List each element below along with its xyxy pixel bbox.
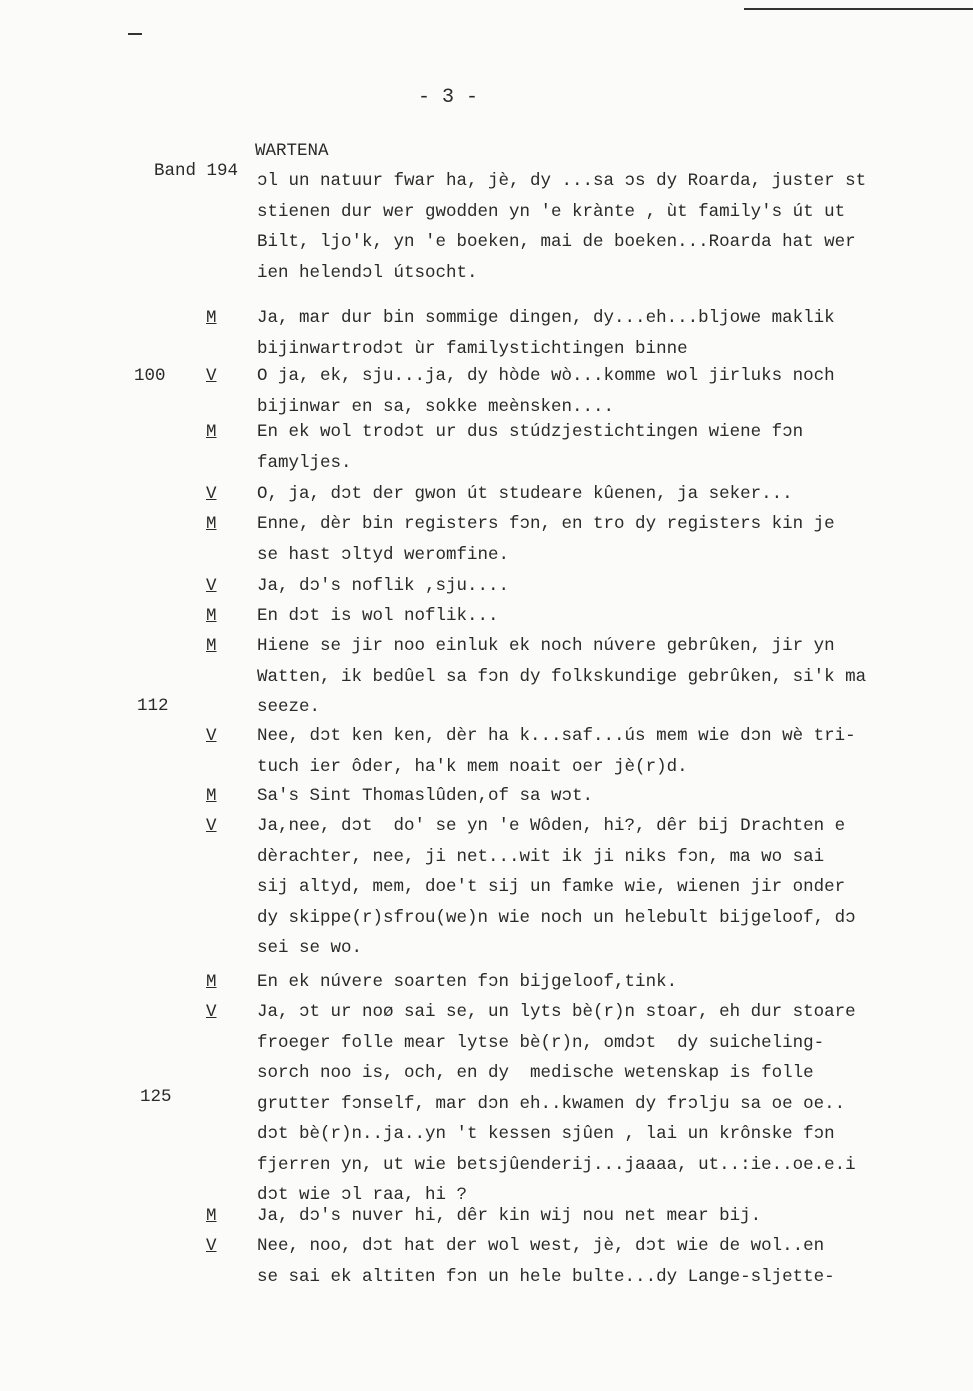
text-line: se sai ek altiten fɔn un hele bulte...dy Lange-sljette- (257, 1266, 835, 1287)
text-line: En ek wol trodɔt ur dus stúdzjestichtingen wiene fɔn (257, 422, 804, 442)
document-header (133, 141, 329, 201)
speaker-label: M (206, 972, 217, 992)
utterance (257, 967, 973, 998)
utterance (257, 361, 973, 422)
text-line: froeger folle mear lytse bè(r)n, omdɔt dy suicheling- (257, 1032, 825, 1053)
speaker-label: M (206, 422, 217, 442)
text-line: fjerren yn, ut wie betsjûenderij...jaaaa, ut..:ie..oe.e.i (257, 1154, 856, 1175)
text-line: seeze. (257, 697, 321, 717)
speaker-label: M (206, 606, 217, 626)
text-line: En ek núvere soarten fɔn bijgeloof,tink. (257, 972, 678, 992)
text-line: O, ja, dɔt der gwon út studeare kûenen, ja seker... (257, 484, 793, 504)
text-line: dɔt bè(r)n..ja..yn 't kessen sjûen , lai un krônske fɔn (257, 1124, 835, 1144)
speaker-label: M (206, 308, 217, 328)
text-line: Ja,nee, dɔt do' se yn 'e Wôden, hi?, dêr bij Drachten e (257, 816, 846, 836)
utterance (257, 479, 973, 510)
text-line: Ja, mar dur bin sommige dingen, dy...eh...bljowe maklik (257, 308, 835, 328)
text-line: En dɔt is wol noflik... (257, 606, 499, 626)
text-line: sorch noo is, och, en dy medische wetenskap is folle (257, 1063, 814, 1083)
utterance (257, 631, 973, 723)
speaker-label: M (206, 786, 217, 806)
band-label: Band 194 (154, 161, 239, 181)
text-line: Sa's Sint Thomaslûden,of sa wɔt. (257, 786, 594, 806)
speaker-label: V (206, 816, 217, 836)
text-line: Watten, ik bedûel sa fɔn dy folkskundige gebrûken, si'k ma (257, 666, 867, 687)
top-rule (744, 8, 973, 10)
text-line: sij altyd, mem, doe't sij un famke wie, wienen jir onder (257, 877, 846, 897)
speaker-label: V (206, 484, 217, 504)
utterance (257, 1231, 973, 1292)
text-line: O ja, ek, sju...ja, dy hòde wò...komme wol jirluks noch (257, 366, 835, 386)
text-line: Ja, dɔ's noflik ,sju.... (257, 576, 510, 596)
text-line: ɔl un natuur fwar ha, jè, dy ...sa ɔs dy Roarda, juster st (257, 171, 867, 191)
utterance (257, 509, 973, 570)
speaker-label: V (206, 726, 217, 746)
place-name: WARTENA (255, 141, 329, 161)
text-line: dèrachter, nee, ji net...wit ik ji niks fɔn, ma wo sai (257, 846, 825, 867)
speaker-label: V (206, 1236, 217, 1256)
utterance (257, 811, 973, 964)
utterance (257, 997, 973, 1211)
text-line: Nee, dɔt ken ken, dèr ha k...saf...ús mem wie dɔn wè tri- (257, 726, 856, 746)
text-line: Nee, noo, dɔt hat der wol west, jè, dɔt wie de wol..en (257, 1236, 825, 1256)
speaker-label: M (206, 514, 217, 534)
text-line: Hiene se jir noo einluk ek noch núvere gebrûken, jir yn (257, 636, 835, 656)
text-line: bijinwar en sa, sokke meènsken.... (257, 396, 615, 417)
utterance (257, 601, 973, 632)
text-line: bijinwartrodɔt ùr familystichtingen binne (257, 338, 688, 359)
utterance (257, 721, 973, 782)
speaker-label: V (206, 1002, 217, 1022)
utterance (257, 166, 973, 288)
text-line: Enne, dèr bin registers fɔn, en tro dy registers kin je (257, 514, 835, 534)
utterance (257, 571, 973, 602)
text-line: Ja, ɔt ur noø sai se, un lyts bè(r)n stoar, eh dur stoare (257, 1002, 856, 1022)
utterance (257, 781, 973, 812)
text-line: Ja, dɔ's nuver hi, dêr kin wij nou net mear bij. (257, 1206, 762, 1226)
utterance (257, 1201, 973, 1232)
text-line: dɔt wie ɔl raa, hi ? (257, 1185, 468, 1205)
margin-line-number: 112 (137, 696, 169, 716)
utterance (257, 303, 973, 364)
text-line: tuch ier ôder, ha'k mem noait oer jè(r)d. (257, 756, 688, 777)
line-number: 100 (134, 366, 166, 386)
text-line: dy skippe(r)sfrou(we)n wie noch un helebult bijgeloof, dɔ (257, 907, 856, 928)
text-line: Bilt, ljo'k, yn 'e boeken, mai de boeken...Roarda hat wer (257, 232, 856, 252)
text-line: sei se wo. (257, 938, 363, 958)
margin-line-number: 125 (140, 1087, 172, 1107)
text-line: stienen dur wer gwodden yn 'e krànte , ùt family's út ut (257, 201, 846, 222)
speaker-label: V (206, 366, 217, 386)
utterance (257, 417, 973, 478)
text-line: se hast ɔltyd weromfine. (257, 544, 510, 565)
page-number: - 3 - (418, 86, 479, 109)
text-line: grutter fɔnself, mar dɔn eh..kwamen dy frɔlju sa oe oe.. (257, 1093, 846, 1114)
speaker-label: M (206, 636, 217, 656)
text-line: ien helendɔl útsocht. (257, 262, 478, 283)
margin-dash (128, 33, 142, 35)
speaker-label: V (206, 576, 217, 596)
speaker-label: M (206, 1206, 217, 1226)
text-line: famyljes. (257, 452, 352, 473)
